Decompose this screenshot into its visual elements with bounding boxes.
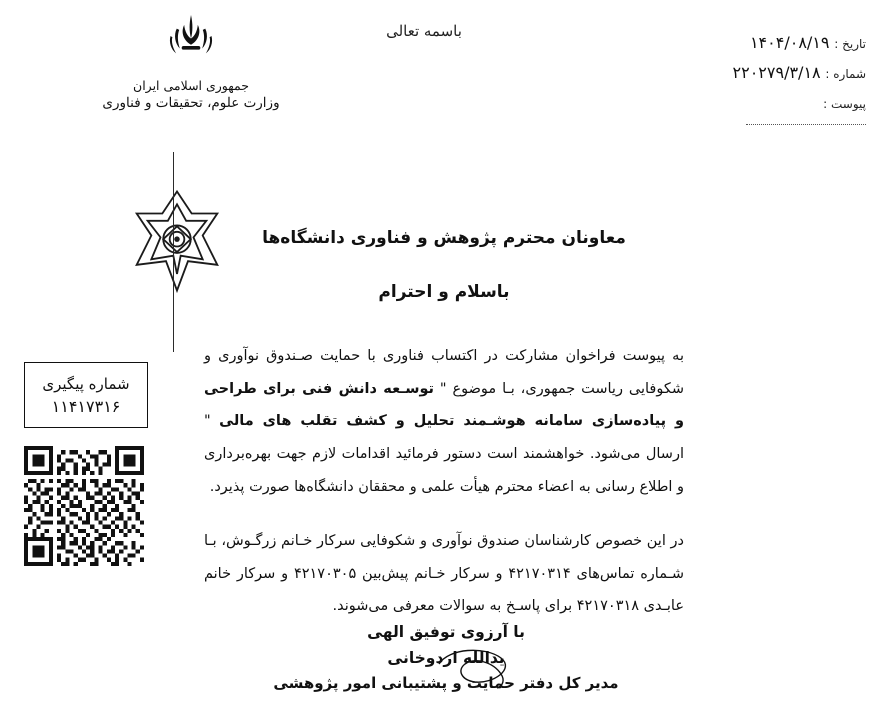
meta-label-date: تاریخ : — [834, 37, 866, 51]
vertical-divider — [173, 152, 174, 352]
organization-name-line2: وزارت علوم، تحقیقات و فناوری — [102, 95, 280, 111]
signature-role: مدیر کل دفتر حمایت و پشتیبانی امور پژوهشی — [273, 674, 619, 693]
signature-block — [246, 620, 646, 696]
body-paragraph-1 — [204, 340, 684, 503]
paragraph-1-part-1: به پیوست فراخوان مشارکت در اکتساب فناوری با حمایت صـندوق نوآوری و شکوفایی ریاست جمهوری، بـا موضوع " — [204, 348, 684, 397]
meta-value-number: ۲۲۰۲۷۹/۳/۱۸ — [732, 63, 821, 83]
paragraph-1-subject: توسـعه دانش فنی برای طراحی و پیاده‌سازی سامانه هوشـمند تحلیل و کشف تقلب های مالی — [204, 380, 684, 430]
tracking-number-label: شماره پیگیری — [42, 374, 130, 393]
tracking-number-box — [24, 362, 148, 428]
greeting-line: باسلام و احترام — [378, 282, 510, 302]
document-header-meta — [666, 28, 866, 125]
meta-row-number — [666, 58, 866, 88]
addressee-line: معاونان محترم پژوهش و فناوری دانشگاه‌ها — [262, 228, 626, 248]
basmala-label: باسمه تعالی — [386, 22, 462, 40]
iran-emblem-icon — [160, 10, 222, 72]
body-paragraph-2 — [204, 525, 684, 623]
letter-body — [204, 228, 684, 645]
meta-label-number: شماره : — [825, 67, 866, 82]
attachment-blank-line — [746, 123, 866, 125]
qr-code-icon — [24, 446, 144, 566]
organization-name-line1: جمهوری اسلامی ایران — [133, 78, 249, 93]
signature-closing: با آرزوی توفیق الهی — [367, 623, 525, 641]
meta-value-date: ۱۴۰۴/۰۸/۱۹ — [749, 33, 830, 52]
tracking-number-value: ۱۱۴۱۷۳۱۶ — [51, 396, 121, 416]
meta-label-attachment: پیوست : — [823, 96, 866, 111]
signature-name: یدالله اردوخانی — [387, 648, 505, 667]
meta-row-attachment — [666, 89, 866, 126]
paragraph-2-text: در این خصوص کارشناسان صندوق نوآوری و شکوفایی سرکار خـانم زرگـوش، بـا شـماره تماس‌های ۴۲۱۷۰۳۱۴ و سرکار خـانم پیش‌بین ۴۲۱۷۰۳۰۵ و سرکار خانم عابـدی ۴۲۱۷۰۳۱۸ برای پاسـخ به سوالات معرفی می‌شوند. — [204, 533, 685, 615]
paragraph-1-part-3: " ارسال می‌شود. خواهشمند است دستور فرمائید اقدامات لازم جهت بهره‌برداری و اطلاع رسانی به اعضاء محترم هیأت علمی و محققان دانشگاه‌ها صورت پذیرد. — [204, 413, 684, 495]
letterhead-emblem-block — [86, 10, 296, 111]
